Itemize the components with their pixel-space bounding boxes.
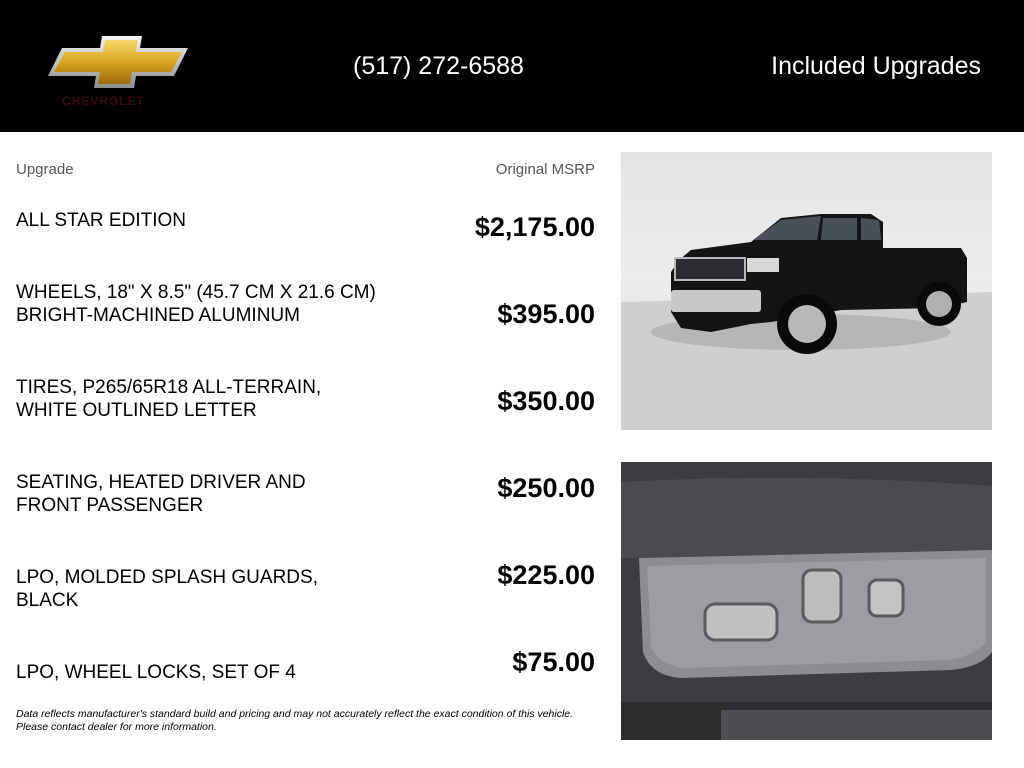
column-header-upgrade: Upgrade: [16, 161, 74, 178]
truck-image: [621, 152, 992, 430]
page-title: Included Upgrades: [771, 52, 981, 80]
upgrade-price: $395.00: [497, 299, 595, 329]
upgrade-price: $2,175.00: [474, 212, 595, 242]
upgrade-price: $250.00: [497, 473, 595, 503]
upgrade-name: ALL STAR EDITION: [16, 210, 186, 231]
dealer-phone[interactable]: (517) 272-6588: [353, 52, 524, 80]
upgrade-name: TIRES, P265/65R18 ALL-TERRAIN, WHITE OUTLINED LETTER: [16, 377, 322, 421]
vehicle-photo: [621, 152, 992, 430]
upgrade-name: SEATING, HEATED DRIVER AND FRONT PASSENGER: [16, 472, 306, 516]
header-bar: [0, 0, 1024, 132]
seat-image: [621, 462, 992, 740]
upgrade-name: WHEELS, 18" X 8.5" (45.7 CM X 21.6 CM) BRIGHT-MACHINED ALUMINUM: [16, 282, 376, 326]
upgrade-price: $225.00: [497, 560, 595, 590]
upgrade-name: LPO, WHEEL LOCKS, SET OF 4: [16, 662, 296, 683]
upgrade-name: LPO, MOLDED SPLASH GUARDS, BLACK: [16, 567, 318, 611]
column-header-msrp: Original MSRP: [495, 161, 595, 178]
seat-controls-photo: [621, 462, 992, 740]
brand-wordmark: CHEVROLET: [62, 94, 146, 108]
upgrade-price: $350.00: [497, 386, 595, 416]
upgrade-price: $75.00: [512, 647, 595, 677]
disclaimer-text: Data reflects manufacturer's standard build and pricing and may not accurately reflect the exact condition of this vehicle. Please contact dealer for more information.: [16, 708, 574, 733]
